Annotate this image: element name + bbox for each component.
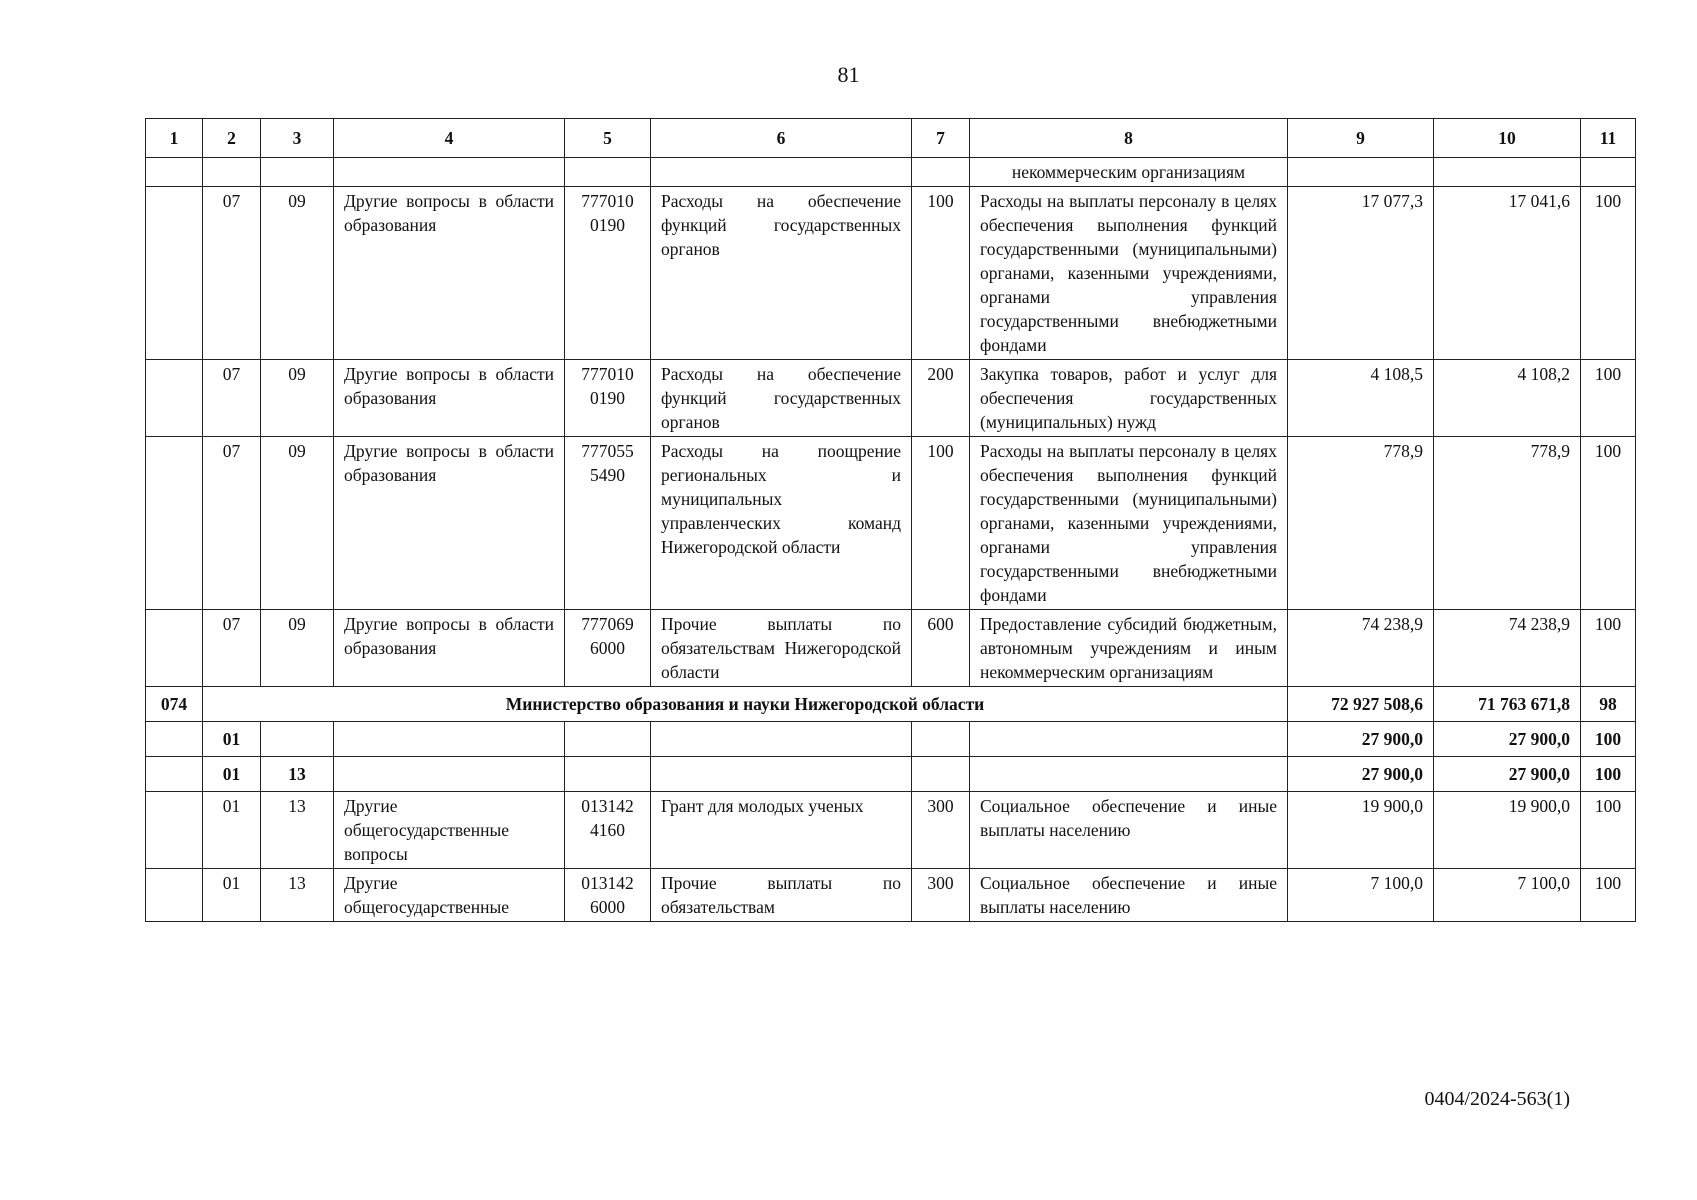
cell-section-name: Другие вопросы в области образования [334,360,565,437]
cell-plan: 74 238,9 [1288,610,1434,687]
cell-actual: 7 100,0 [1434,869,1581,922]
cell-plan: 778,9 [1288,437,1434,610]
table-row [146,360,1636,437]
table-row [146,610,1636,687]
cell-percent: 100 [1581,610,1636,687]
cell-plan: 27 900,0 [1288,757,1434,792]
cell-target-name: Грант для молодых ученых [651,792,912,869]
cell-section-name: Другие вопросы в области образования [334,610,565,687]
cell-target-code: 777010 0190 [565,187,651,360]
cell-target-code: 777055 5490 [565,437,651,610]
header-cell: 1 [146,119,203,158]
cell-percent: 100 [1581,792,1636,869]
cell-target-name: Расходы на обеспечение функций государственных органов [651,187,912,360]
budget-table [145,118,1636,922]
cell-percent: 100 [1581,722,1636,757]
cell-expense-type-name: Предоставление субсидий бюджетным, автономным учреждениям и иным некоммерческим организациям [970,610,1288,687]
cell-subsection: 13 [261,757,334,792]
cell-subsection: 13 [261,869,334,922]
table-row [146,187,1636,360]
cell-percent: 100 [1581,757,1636,792]
cell-expense-type-name: Закупка товаров, работ и услуг для обеспечения государственных (муниципальных) нужд [970,360,1288,437]
cell-target-name: Расходы на обеспечение функций государственных органов [651,360,912,437]
cell-expense-type: 600 [912,610,970,687]
cell-target-code: 013142 4160 [565,792,651,869]
header-cell: 3 [261,119,334,158]
subsection-row [146,757,1636,792]
cell-expense-type-name: Социальное обеспечение и иные выплаты населению [970,869,1288,922]
ministry-code: 074 [146,687,203,722]
ministry-row [146,687,1636,722]
document-code: 0404/2024-563(1) [1424,1088,1570,1110]
cell-section: 01 [203,869,261,922]
continued-cell: некоммерческим организациям [970,158,1288,187]
cell-target-name: Прочие выплаты по обязательствам [651,869,912,922]
cell-section: 07 [203,610,261,687]
cell-section: 01 [203,792,261,869]
cell-plan: 17 077,3 [1288,187,1434,360]
cell-actual: 74 238,9 [1434,610,1581,687]
table-row [146,792,1636,869]
cell-plan: 7 100,0 [1288,869,1434,922]
cell-actual: 778,9 [1434,437,1581,610]
cell-target-name: Расходы на поощрение региональных и муниципальных управленческих команд Нижегородской области [651,437,912,610]
cell-expense-type: 200 [912,360,970,437]
cell-actual: 17 041,6 [1434,187,1581,360]
cell-percent: 100 [1581,869,1636,922]
cell-plan: 4 108,5 [1288,360,1434,437]
header-cell: 7 [912,119,970,158]
cell-plan: 72 927 508,6 [1288,687,1434,722]
cell-expense-type-name: Расходы на выплаты персоналу в целях обеспечения выполнения функций государственными (муниципальными) органами, казенными учреждениями, органами управления государственными внебюджетными фондами [970,437,1288,610]
cell-target-code: 013142 6000 [565,869,651,922]
table-row [146,158,1636,187]
header-cell: 9 [1288,119,1434,158]
header-cell: 2 [203,119,261,158]
cell-actual: 4 108,2 [1434,360,1581,437]
cell-subsection: 09 [261,437,334,610]
cell-actual: 71 763 671,8 [1434,687,1581,722]
cell-actual: 19 900,0 [1434,792,1581,869]
cell-section-name: Другие общегосударственные вопросы [334,792,565,869]
header-row [146,119,1636,158]
cell-actual: 27 900,0 [1434,722,1581,757]
cell-expense-type: 100 [912,187,970,360]
cell-expense-type-name: Расходы на выплаты персоналу в целях обеспечения выполнения функций государственными (муниципальными) органами, казенными учреждениями, органами управления государственными внебюджетными фондами [970,187,1288,360]
cell-section-name: Другие вопросы в области образования [334,187,565,360]
header-cell: 10 [1434,119,1581,158]
page-number: 81 [837,62,860,87]
cell-subsection: 13 [261,792,334,869]
cell-plan: 27 900,0 [1288,722,1434,757]
header-cell: 8 [970,119,1288,158]
cell-section: 01 [203,722,261,757]
cell-percent: 100 [1581,437,1636,610]
header-cell: 11 [1581,119,1636,158]
section-row [146,722,1636,757]
cell-percent: 100 [1581,187,1636,360]
table-row [146,869,1636,922]
cell-section: 01 [203,757,261,792]
cell-expense-type: 300 [912,869,970,922]
header-cell: 6 [651,119,912,158]
cell-subsection: 09 [261,610,334,687]
cell-subsection: 09 [261,187,334,360]
cell-expense-type-name: Социальное обеспечение и иные выплаты населению [970,792,1288,869]
cell-plan: 19 900,0 [1288,792,1434,869]
cell-percent: 100 [1581,360,1636,437]
table-row [146,437,1636,610]
ministry-name: Министерство образования и науки Нижегородской области [203,687,1288,722]
cell-actual: 27 900,0 [1434,757,1581,792]
cell-section-name: Другие вопросы в области образования [334,437,565,610]
cell-target-code: 777010 0190 [565,360,651,437]
cell-section: 07 [203,187,261,360]
header-cell: 4 [334,119,565,158]
cell-target-name: Прочие выплаты по обязательствам Нижегородской области [651,610,912,687]
cell-section-name: Другие общегосударственные [334,869,565,922]
cell-section: 07 [203,437,261,610]
cell-subsection: 09 [261,360,334,437]
cell-expense-type: 300 [912,792,970,869]
cell-target-code: 777069 6000 [565,610,651,687]
cell-expense-type: 100 [912,437,970,610]
cell-section: 07 [203,360,261,437]
header-cell: 5 [565,119,651,158]
cell-percent: 98 [1581,687,1636,722]
